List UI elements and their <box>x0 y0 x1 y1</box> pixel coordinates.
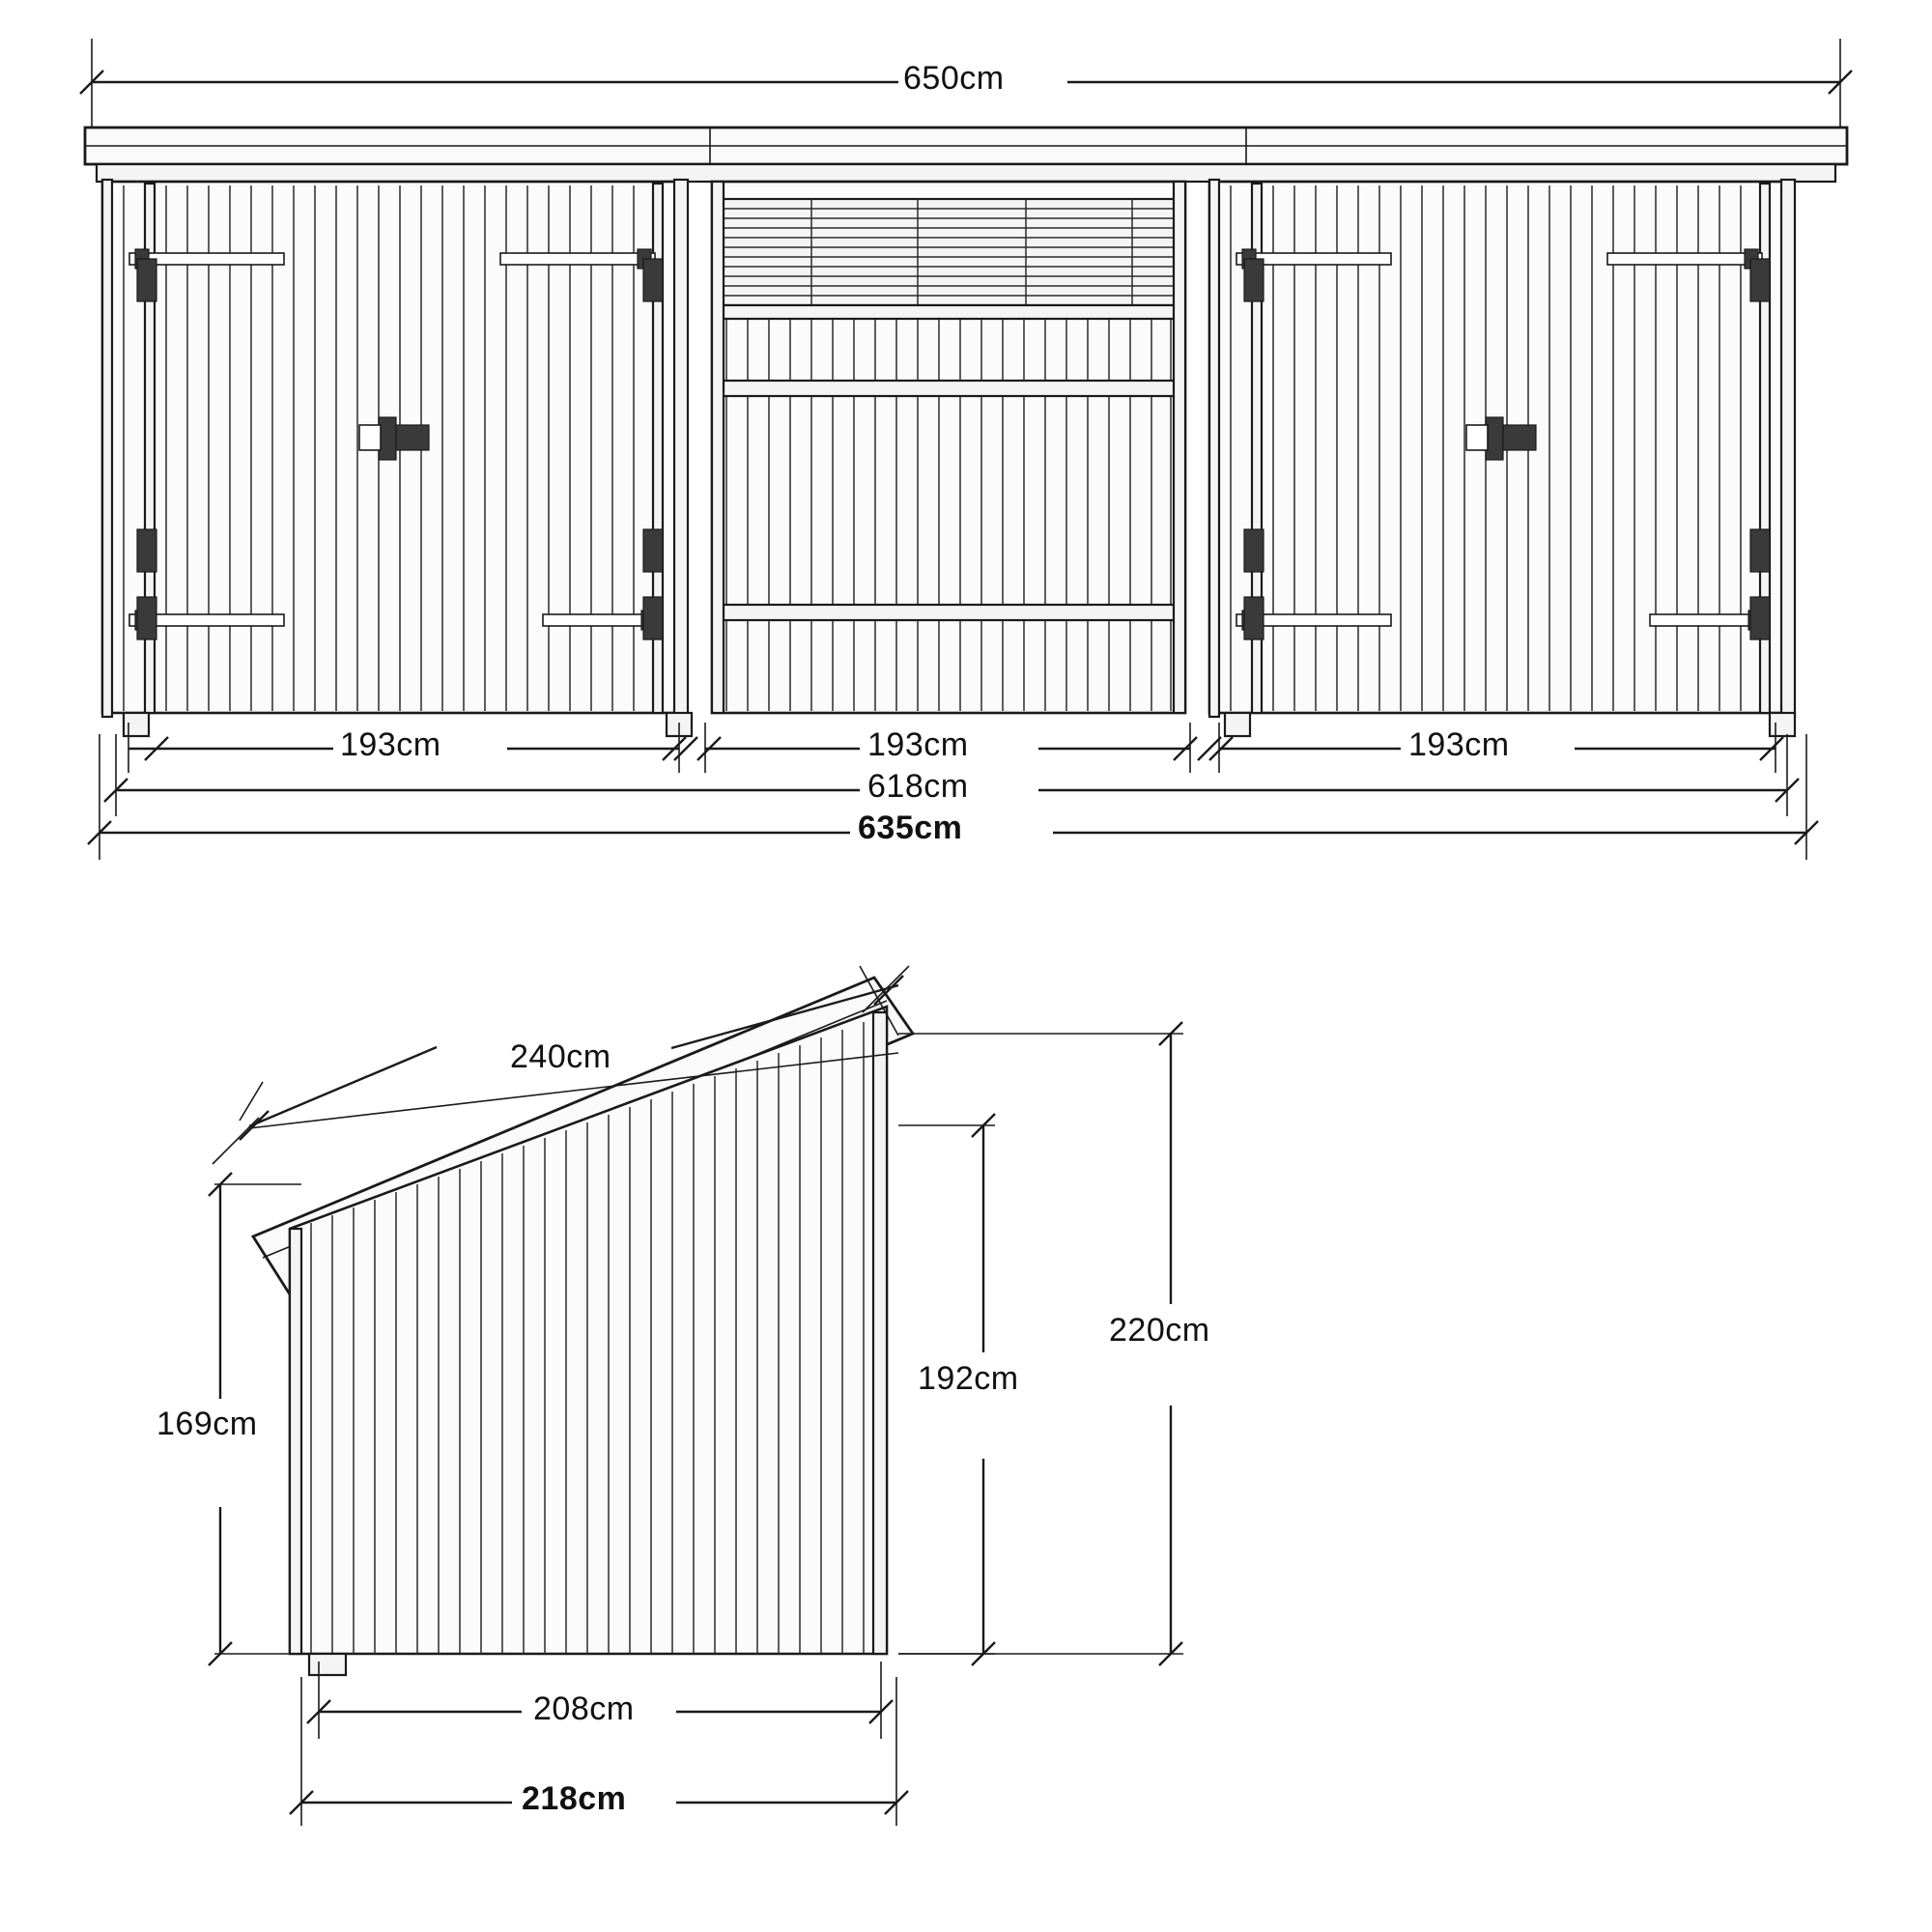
dimension-overall-top: 650cm <box>903 60 1005 97</box>
dimension-overall-depth: 218cm <box>522 1780 627 1817</box>
dimension-bay-3: 193cm <box>1408 726 1510 763</box>
dimension-bay-1: 193cm <box>340 726 441 763</box>
dimension-inner-width: 618cm <box>867 768 969 805</box>
dimension-wall-height: 192cm <box>918 1360 1019 1397</box>
dimension-base-width: 208cm <box>533 1690 635 1727</box>
dimension-bay-2: 193cm <box>867 726 969 763</box>
side-elevation-group <box>209 966 1183 1826</box>
dimension-outer-width: 635cm <box>858 810 963 846</box>
dimension-roof-length: 240cm <box>510 1038 611 1075</box>
dimension-low-eave-height: 169cm <box>156 1406 258 1442</box>
dimension-ridge-height: 220cm <box>1109 1312 1210 1349</box>
